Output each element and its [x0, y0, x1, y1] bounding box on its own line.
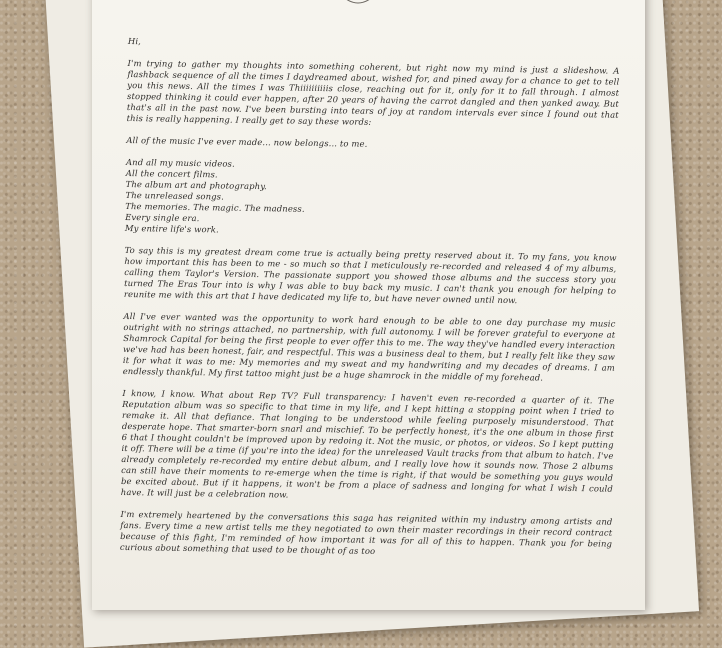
letter-list-item: Every single era.	[125, 211, 200, 224]
letter-paragraph-5: I know, I know. What about Rep TV? Full transparency: I haven't even re-recorded a quarter of it. The Reputation album was so specific to that time in my life, and I kept hitting a stopping point when I tried to remake it. All that defiance. That longing to be understood while feeling purposely misunderstood. That desperate hope. That smarter-born snarl and mischief. To be perfectly honest, it's the one album in those first 6 that I thought couldn't be improved upon by redoing it. Not the music, or photos, or videos. So I kept putting it off. There will be a time (if you're into the idea) for the unreleased Vault tracks from that album to hatch. I've already completely re-recorded my entire debut album, and I really love how it sounds now. Those 2 albums can still have their moments to re-emerge when the time is right, if that would be something you guys would be excited about. But if it happens, it won't be from a place of sadness and longing for what I wish I could have. It will just be a celebration now.	[120, 387, 615, 500]
letter-greeting: Hi,	[127, 36, 142, 47]
letter-paragraph-4: All I've ever wanted was the opportunity to work hard enough to be able to one day purchase my music outright with no strings attached, no partnership, with full autonomy. I will be forever grateful to everyone at Shamrock Capital for being the first people to ever offer this to me. The way they've handled every interaction we've had has been honest, fair, and respectful. This was a business deal to them, but I really felt like they saw it for what it was to me: My memories and my sweat and my handwriting and my decades of dreams. I am endlessly thankful. My first tattoo might just be a huge shamrock in the middle of my forehead.	[122, 310, 616, 383]
letter-list-item: The album art and photography.	[125, 178, 267, 192]
letter-list-item: My entire life's work.	[124, 222, 219, 235]
letter-list-item: All the concert films.	[125, 167, 218, 180]
letter-paragraph-6: I'm extremely heartened by the conversations this saga has reignited within my industry among artists and fans. Every time a new artist tells me they negotiated to own their master recordings in their record contract because of this fight, I'm reminded of how important it was for all of this to happen. Thank you for being curious about something that used to be thought of as too	[119, 508, 613, 556]
letter-paragraph-2: All of the music I've ever made... now belongs... to me.	[126, 134, 368, 149]
handwritten-letter	[120, 36, 620, 572]
letter-paragraph-1: I'm trying to gather my thoughts into something coherent, but right now my mind is just a slideshow. A flashback sequence of all the times I daydreamed about, wished for, and pined away for a chance to get to tell you this news. All the times I was Thiiiiiiiiiis close, reaching out for it, only for it to fall through. I almost stopped thinking it could ever happen, after 20 years of having the carrot dangled and then yanked away. But that's all in the past now. I've been bursting into tears of joy at random intervals ever since I found out that this is really happening. I really get to say these words:	[126, 57, 620, 127]
letter-list-item: The memories. The magic. The madness.	[125, 200, 305, 214]
letter-list-item: The unreleased songs.	[125, 189, 225, 202]
letterhead-emblem-icon	[338, 0, 378, 10]
letter-paragraph-3: To say this is my greatest dream come true is actually being pretty reserved about it. To my fans, you know how important this has been to me - so much so that I meticulously re-recorded and released 4 of my albums, calling them Taylor's Version. The passionate support you showed those albums and the success story you turned The Eras Tour into is why I was able to buy back my music. I can't thank you enough for helping to reunite me with this art that I have dedicated my life to, but have never owned until now.	[123, 244, 617, 306]
letter-list-item: And all my music videos.	[125, 156, 235, 169]
letter-list	[125, 157, 618, 242]
